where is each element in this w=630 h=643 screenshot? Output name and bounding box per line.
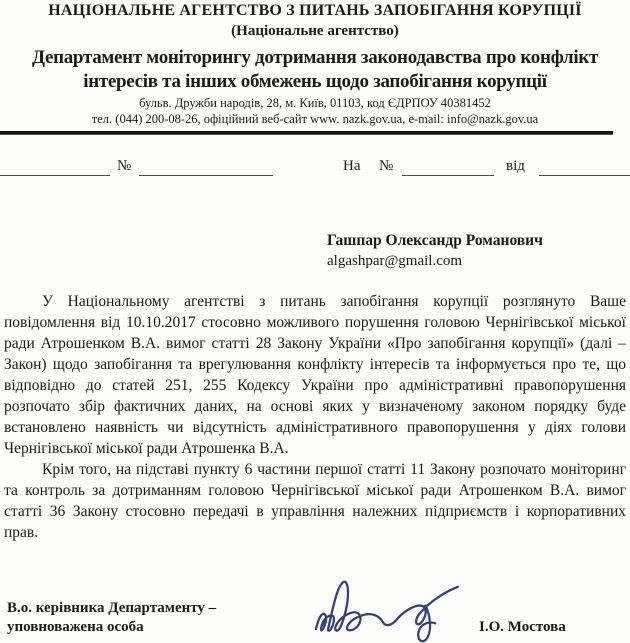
agency-short-name: (Національне агентство) <box>231 23 399 39</box>
agency-contacts: тел. (044) 200-08-26, офіційний веб-сайт www. nazk.gov.ua, e-mail: info@nazk.gov.ua <box>91 112 539 126</box>
signer-title-line2: уповноважена особа <box>7 619 144 635</box>
signer-title <box>7 599 237 637</box>
handwritten-signature <box>293 574 478 643</box>
reply-to-number-blank <box>402 175 494 176</box>
outgoing-number-label: № <box>117 158 132 174</box>
reference-row <box>0 158 630 184</box>
reply-to-label: На <box>343 158 361 174</box>
agency-address: бульв. Дружби народів, 28, м. Київ, 01103, код ЄДРПОУ 40381452 <box>139 96 491 110</box>
letter-body <box>4 291 626 543</box>
signer-title-line1: В.о. керівника Департаменту – <box>7 600 217 616</box>
reply-to-date-label: від <box>506 158 525 174</box>
outgoing-number-blank <box>139 175 273 176</box>
agency-name: НАЦІОНАЛЬНЕ АГЕНТСТВО З ПИТАНЬ ЗАПОБІГАННЯ КОРУПЦІЇ <box>48 2 582 19</box>
body-paragraph-2: Крім того, на підставі пункту 6 частини першої статті 11 Закону розпочато моніторинг та контроль за дотриманням головою Чернігівської міської ради Атрошенком В.А. вимог статті 36 Закону стосовно передачі в управління належних підприємств і корпоративних прав. <box>4 461 626 541</box>
signer-name: І.О. Мостова <box>479 619 566 635</box>
body-paragraph-1: У Національному агентстві з питань запобігання корупції розглянуто Ваше повідомлення від 10.10.2017 стосовно можливого порушення головою Чернігівської міської ради Атрошенком В.А. вимог статті 28 Закону України «Про запобігання корупції» (далі – Закон) щодо запобігання та врегулювання конфлікту інтересів та інформується про те, що відповідно до статей 251, 255 Кодексу України про адміністративні правопорушення розпочато збір фактичних даних, на основі яких у визначеному законом порядку буде встановлено наявність чи відсутність адміністративного правопорушення у діях голови Чернігівської міської ради Атрошенка В.А. <box>4 293 626 457</box>
letterhead-divider <box>0 131 613 135</box>
recipient-name: Гашпар Олександр Романович <box>327 232 543 249</box>
recipient-block <box>327 231 617 272</box>
recipient-email: algashpar@gmail.com <box>327 253 463 269</box>
reply-to-date-blank <box>539 175 630 176</box>
department-name: Департамент моніторингу дотримання законодавства про конфлікт інтересів та інших обмежень щодо запобігання корупції <box>31 47 599 92</box>
reply-to-number-label: № <box>379 158 394 174</box>
outgoing-date-blank <box>0 175 110 176</box>
